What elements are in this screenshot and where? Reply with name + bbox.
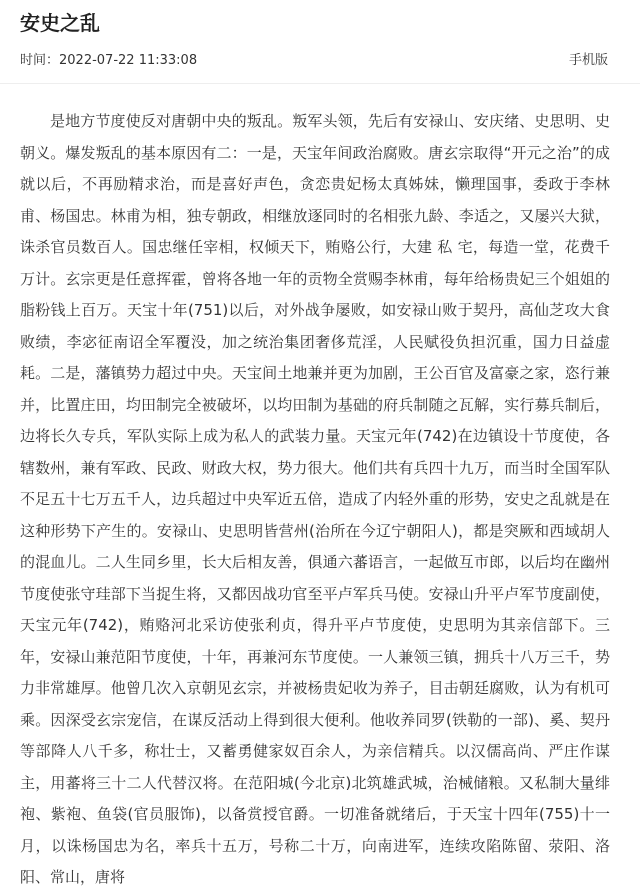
mobile-version-link[interactable]: 手机版 xyxy=(568,53,608,68)
header-divider xyxy=(0,83,640,84)
publish-time xyxy=(20,51,197,71)
article-body: 是地方节度使反对唐朝中央的叛乱。叛军头领，先后有安禄山、安庆绪、史思明、史朝义。爆发叛乱的基本原因有二：一是，天宝年间政治腐败。唐玄宗取得“开元之治”的成就以后，不再励精求治，而是喜好声色，贪恋贵妃杨太真姊妹，懒理国事，委政于李林甫、杨国忠。林甫为相，独专朝政，相继放逐同时的名相张九龄、李适之，又屡兴大狱，诛杀官员数百人。国忠继任宰相，权倾天下，贿赂公行，大建 私 宅，每造一堂，花费千万计。玄宗更是任意挥霍，曾将各地一年的贡物全赏赐李林甫，每年给杨贵妃三个姐姐的脂粉钱上百万。天宝十年(751)以后，对外战争屡败，如安禄山败于契丹，高仙芝攻大食败绩，李宓征南诏全军覆没，加之统治集团奢侈荒淫，人民赋役负担沉重，国力日益虚耗。二是，藩镇势力超过中央。天宝间土地兼并更为加剧，王公百官及富豪之家，恣行兼并，比置庄田，均田制完全被破坏，以均田制为基础的府兵制随之瓦解，实行募兵制后，边将长久专兵，军队实际上成为私人的武装力量。天宝元年(742)在边镇设十节度使，各辖数州，兼有军政、民政、财政大权，势力很大。他们共有兵四十九万，而当时全国军队不足五十七万五千人，边兵超过中央军近五倍，造成了内轻外重的形势，安史之乱就是在这种形势下产生的。安禄山、史思明皆营州(治所在今辽宁朝阳人)，都是突厥和西域胡人的混血儿。二人生同乡里，长大后相友善，俱通六蕃语言，一起做互市郎，以后均在幽州节度使张守珪部下当捉生将，又都因战功官至平卢军兵马使。安禄山升平卢军节度副使，天宝元年(742)，贿赂河北采访使张利贞，得升平卢节度使，史思明为其亲信部下。三年，安禄山兼范阳节度使，十年，再兼河东节度使。一人兼领三镇，拥兵十八万三千，势力非常雄厚。他曾几次入京朝见玄宗，并被杨贵妃收为养子，目击朝廷腐败，认为有机可乘。因深受玄宗宠信，在谋反活动上得到很大便利。他收养同罗(铁勒的一部)、奚、契丹等部降人八千多，称壮士，又蓄勇健家奴百余人，为亲信精兵。以汉儒高尚、严庄作谋主，用蕃将三十二人代替汉将。在范阳城(今北京)北筑雄武城，治械储粮。又私制大量绯袍、紫袍、鱼袋(官员服饰)，以备赏授官爵。一切准备就绪后，于天宝十四年(755)十一月，以诛杨国忠为名，率兵十五万，号称二十万，向南进军，连续攻陷陈留、荥阳、洛阳、常山，唐将 xyxy=(20,112,610,886)
article-meta xyxy=(20,51,608,71)
article-title: 安史之乱 xyxy=(20,11,100,35)
publish-time-value: 2022-07-22 11:33:08 xyxy=(59,53,198,68)
publish-time-label: 时间： xyxy=(20,53,60,68)
